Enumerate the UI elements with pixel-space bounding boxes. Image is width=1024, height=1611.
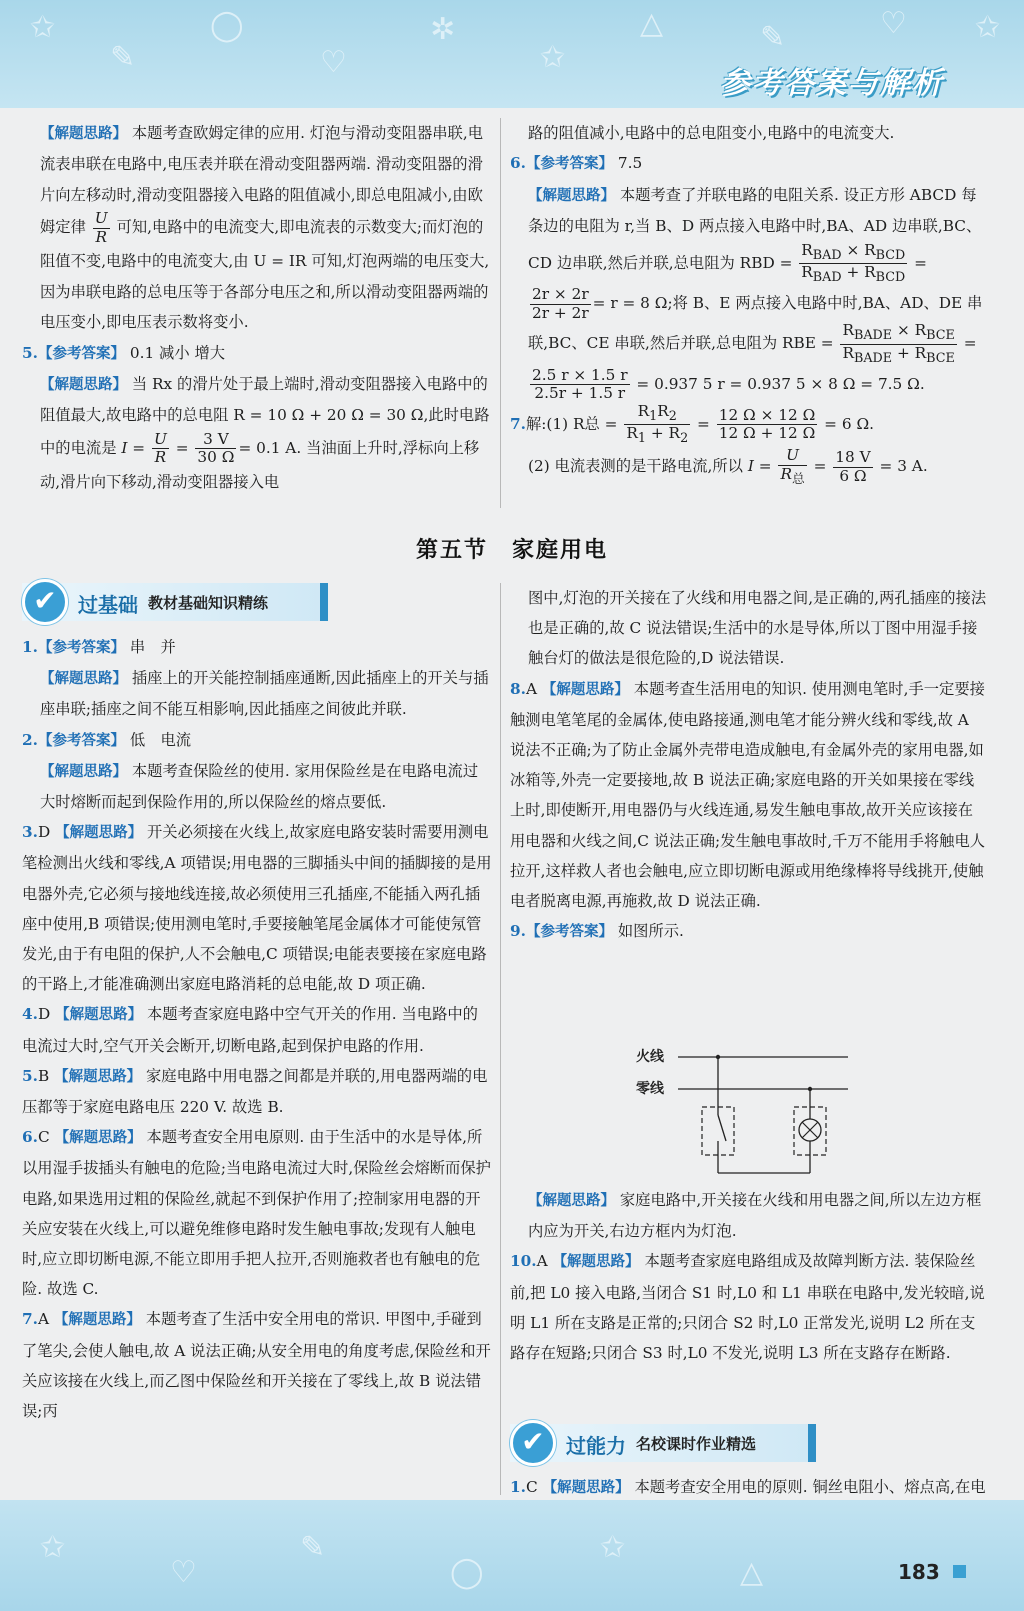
fraction: $\frac{U}{R_总}$	[780, 446, 805, 487]
heart-icon: ♡	[170, 1555, 197, 1590]
question-number: 3.	[22, 823, 38, 842]
question-number: 2.	[22, 730, 38, 749]
check-icon: ✔	[22, 579, 68, 625]
banner-main: 过能力	[566, 1434, 626, 1458]
page-number: 183	[898, 1560, 940, 1584]
star-icon: ✩	[600, 1530, 626, 1565]
text: 解:(1) R总 =	[525, 414, 618, 433]
text: 开关必须接在火线上,故家庭电路安装时需要用测电笔检测出火线和零线,A 项错误;用电器的三脚插头中间的插脚接的是用电器外壳,它必须与接地线连接,故必须使用三孔插座,不能插入两孔插座中使用,B 项错误;使用测电笔时,手要接触笔尾金属体才可能使氖管发光,由于有电阻的保护,人不会触电,C 项错误;电能表要接在家庭电路的干路上,才能准确测出家庭电路消耗的总电能,故 D 项正确.	[22, 823, 492, 994]
banner-basic	[22, 583, 328, 621]
tag-thinking: 【解题思路】	[54, 1068, 142, 1085]
ohm-formula: $\frac{U}{R}$	[94, 209, 108, 246]
text: 家庭电路中,开关接在火线和用电器之间,所以左边方框内应为开关,右边方框内为灯泡.	[528, 1191, 982, 1241]
fraction: $\frac{R_{BADE} \times R_{BCE}}{R_{BADE} + R_{BCE}}$	[842, 321, 955, 366]
banner-ability	[510, 1424, 816, 1462]
tag-thinking: 【解题思路】	[53, 1312, 141, 1329]
answer-text: 7.5	[617, 154, 643, 173]
text: 本题考查安全用电的原则. 铜丝电阻小、熔点高,在电	[634, 1478, 986, 1496]
tag-answer: 【参考答案】	[37, 640, 125, 656]
question-number: 1.	[510, 1478, 526, 1496]
text: = 3 A.	[879, 457, 928, 476]
header-band	[0, 0, 1024, 108]
fraction: $\frac{R_{BAD} \times R_{BCD}}{R_{BAD} + R_{BCD}}$	[801, 240, 906, 286]
text: 本题考查生活用电的知识. 使用测电笔时,手一定要接触测电笔笔尾的金属体,使电路接通,测电笔才能分辨火线和零线,故 A 说法不正确;为了防止金属外壳带电造成触电,有金属外壳的家用电器,如冰箱等,外壳一定要接地,故 B 说法正确;家庭电路的开关如果接在零线上时,即使断开,用电器仍与火线连通,易发生触电事故,故开关应该接在用电器和火线之间,C 说法正确;发生触电事故时,千万不能用手将触电人拉开,这样救人者也会触电,应立即切断电源或用绝缘棒将导线挑开,使触电者脱离电源,再施救,故 D 说法正确.	[510, 679, 986, 911]
tag-thinking: 【解题思路】	[528, 1193, 615, 1209]
text: = 0.937 5 r = 0.937 5 × 8 Ω = 7.5 Ω.	[636, 374, 925, 393]
heart-icon: ♡	[320, 45, 347, 80]
star-icon: ✩	[975, 10, 1001, 45]
tag-thinking: 【解题思路】	[528, 187, 615, 204]
tag-thinking: 【解题思路】	[552, 1254, 640, 1271]
tag-thinking: 【解题思路】	[542, 1480, 630, 1496]
tag-thinking: 【解题思路】	[55, 1007, 143, 1024]
tag-thinking: 【解题思路】	[55, 825, 143, 842]
star-icon: ✩	[30, 10, 56, 45]
question-number: 6.	[22, 1128, 38, 1147]
text: = 6 Ω.	[824, 414, 874, 433]
text: = 0.1 A. 当油面上升时,浮标向上移动,滑片向下移动,滑动变阻器接入电	[40, 438, 480, 491]
question-number: 4.	[22, 1005, 38, 1024]
tag-thinking: 【解题思路】	[541, 681, 629, 698]
page-marker	[953, 1565, 966, 1578]
text: 当 Rx 的滑片处于最上端时,滑动变阻器接入电路中的阻值最大,故电路中的总电阻 R = 10 Ω + 20 Ω = 30 Ω,此时电路中的电流是	[40, 375, 490, 457]
fraction: $\frac{U}{R}$	[153, 429, 167, 467]
heart-icon: ♡	[880, 6, 907, 41]
text: 本题考查家庭电路中空气开关的作用. 当电路中的电流过大时,空气开关会断开,切断电路,起到保护电路的作用.	[22, 1005, 478, 1055]
choice: D	[37, 823, 51, 842]
tag-thinking: 【解题思路】	[40, 671, 127, 688]
tag-answer: 【参考答案】	[37, 345, 125, 362]
question-number: 5.	[22, 343, 38, 362]
choice: C	[525, 1478, 538, 1496]
lower-left-column	[22, 632, 492, 1426]
check-icon: ✔	[510, 1420, 556, 1466]
choice: B	[37, 1066, 50, 1085]
text: 路的阻值减小,电路中的总电阻变小,电路中的电流变大.	[528, 124, 895, 142]
pencil-icon: ✎	[300, 1530, 326, 1565]
text: = r = 8 Ω;将 B、E 两点接入电路中时,BA、AD、DE 串联,BC、CE 串联,然后并联,总电阻为 RBE	[528, 294, 983, 353]
tag-thinking: 【解题思路】	[40, 763, 127, 780]
tag-answer: 【参考答案】	[525, 156, 613, 173]
text: 本题考查家庭电路组成及故障判断方法. 装保险丝前,把 L0 接入电路,当闭合 S1 时,L0 和 L1 串联在电路中,发光较暗,说明 L1 所在支路是正常的;只闭合 S2 时,L0 正常发光,说明 L2 所在支路存在短路;只闭合 S3 时,L0 不发光,说明 L3 所在支路存在断路.	[510, 1252, 985, 1363]
choice: D	[37, 1005, 51, 1024]
tag-thinking: 【解题思路】	[40, 126, 127, 142]
banner-main: 过基础	[78, 593, 138, 617]
question-number: 9.	[510, 922, 526, 941]
lower-right-column-cont	[510, 1185, 988, 1368]
answer-text: 如图所示.	[617, 922, 684, 941]
banner-end	[808, 1424, 816, 1462]
fraction: $\frac{R_1R_2}{R_1 + R_2}$	[626, 401, 689, 447]
star-icon: ✩	[40, 1530, 66, 1565]
neutral-wire-label: 零线	[636, 1081, 664, 1097]
circle-icon: ◯	[450, 1555, 484, 1590]
question-number: 6.	[510, 154, 526, 173]
tag-thinking: 【解题思路】	[40, 377, 127, 393]
question-number: 10.	[510, 1252, 537, 1271]
tag-answer: 【参考答案】	[37, 732, 125, 749]
column-divider	[500, 118, 501, 508]
pencil-icon: ✎	[110, 40, 136, 75]
circuit-diagram	[636, 1045, 856, 1180]
live-wire-label: 火线	[636, 1049, 664, 1065]
question-number: 7.	[510, 414, 526, 433]
text: 本题考查安全用电原则. 由于生活中的水是导体,所以用湿手拔插头有触电的危险;当电路电流过大时,保险丝会熔断而保护电路,如果选用过粗的保险丝,就起不到保护作用了;控制家用电器的开关应安装在火线上,可以避免维修电路时发生触电事故;发现有人触电时,应立即切断电源,不能立即用手把人拉开,否则施救者也有触电的危险. 故选 C.	[22, 1128, 491, 1299]
star-icon: ✩	[540, 40, 566, 75]
gear-icon: ✲	[430, 12, 456, 47]
footer-band	[0, 1500, 1024, 1611]
answer-text: 低 电流	[129, 730, 192, 749]
switch-icon	[718, 1115, 726, 1141]
text: 本题考查了并联电路的电阻关系. 设正方形 ABCD 每条边的电阻为 r,当 B、D 两点接入电路中时,BA、AD 边串联,BC、CD 边串联,然后并联,总电阻为 RBD	[528, 185, 982, 272]
text: 本题考查欧姆定律的应用. 灯泡与滑动变阻器串联,电流表串联在电路中,电压表并联在滑动变阻器两端. 滑动变阻器的滑片向左移动时,滑动变阻器接入电路的阻值减小,即总电阻减小,由欧姆定律	[40, 124, 483, 237]
choice: A	[37, 1310, 50, 1329]
choice: C	[37, 1128, 50, 1147]
text: 本题考查了生活中安全用电的常识. 甲图中,手碰到了笔尖,会使人触电,故 A 说法正确;从安全用电的角度考虑,保险丝和开关应该接在火线上,而乙图中保险丝和开关接在了零线上,故 B 说法错误;丙	[22, 1310, 491, 1421]
triangle-icon: △	[640, 6, 664, 41]
column-divider	[500, 583, 501, 1495]
choice: A	[525, 679, 538, 698]
text: 图中,灯泡的开关接在了火线和用电器之间,是正确的,两孔插座的接法也是正确的,故 C 说法错误;生活中的水是导体,所以丁图中用湿手接触台灯的做法是很危险的,D 说法错误.	[528, 589, 987, 668]
question-number: 1.	[22, 638, 38, 656]
pencil-icon: ✎	[760, 20, 786, 55]
banner-end	[320, 583, 328, 621]
banner-sub: 教材基础知识精练	[148, 594, 269, 612]
section-title: 第五节 家庭用电	[415, 538, 608, 563]
fraction: $\frac{2.5 r \times 1.5 r}{2.5r + 1.5 r}$	[532, 365, 628, 403]
question-number: 7.	[22, 1310, 38, 1329]
tag-thinking: 【解题思路】	[54, 1130, 142, 1147]
fraction: $\frac{18 V}{6 \Omega}$	[835, 448, 871, 485]
text: 可知,电路中的电流变大,即电流表的示数变大;而灯泡的阻值不变,电路中的电流变大,由 U = IR 可知,灯泡两端的电压变大,因为串联电路的总电压等于各部分电压之和,所以滑动变阻器两端的电压变小,即电压表示数将变小.	[40, 218, 490, 332]
circle-icon: ◯	[210, 8, 244, 43]
question-number: 8.	[510, 679, 526, 698]
header-title: 参考答案与解析	[720, 66, 944, 101]
question-number: 5.	[22, 1066, 38, 1085]
fraction: $\frac{3 V}{30 \Omega}$	[197, 429, 235, 467]
fraction: $\frac{2r \times 2r}{2r + 2r}$	[532, 285, 589, 322]
answer-text: 0.1 减小 增大	[129, 343, 226, 362]
answer-text: 串 并	[129, 638, 176, 656]
tag-answer: 【参考答案】	[525, 924, 613, 941]
top-right-column: 路的阻值减小,电路中的总电阻变小,电路中的电流变大. 6.【参考答案】 7.5 【解题思路】 本题考查了并联电路的电阻关系. 设正方形 ABCD 每条边的电阻为 r,当 B、D 两点接入电路中时,BA、AD 边串联,BC、CD 边串联,然后并联,总电阻为 RBD = $\frac{R_{BAD} \times R_{BCD}}{R_{BAD} + R_{BCD}}$ = $\frac{2r \times 2r}{2r + 2r}$ = r = 8 Ω;将 B、E 两点接入电路中时,BA、AD、DE 串联,BC、CE 串联,然后并联,总电阻为 RBE = $\frac{R_{BADE} \times R_{BCE}}{R_{BADE} + R_{BCE}}$ = $\frac{2.5 r \times 1.5 r}{2.5r + 1.5 r}$ = 0.937 5 r = 0.937 5 × 8 Ω = 7.5 Ω. 7.解:(1) R总 = $\frac{R_1R_2}{R_1 + R_2}$ = $\frac{12 \Omega \times 12 \Omega}{12 \Omega + 12 \Omega}$ = 6 Ω. (2) 电流表测的是干路电流,所以 I = $\frac{U}{R_总}$ = $\frac{18 V}{6 \Omega}$ = 3 A.	[510, 118, 988, 487]
choice: A	[536, 1252, 548, 1271]
fraction: $\frac{12 \Omega \times 12 \Omega}{12 \Omega + 12 \Omega}$	[718, 405, 816, 443]
text: 插座上的开关能控制插座通断,因此插座上的开关与插座串联;插座之间不能互相影响,因此插座之间彼此并联.	[40, 669, 489, 719]
text: (2) 电流表测的是干路电流,所以	[528, 457, 743, 476]
lower-right-column	[510, 583, 988, 947]
triangle-icon: △	[740, 1555, 764, 1590]
banner-sub: 名校课时作业精选	[636, 1435, 757, 1453]
text: 家庭电路中用电器之间都是并联的,用电器两端的电压都等于家庭电路电压 220 V. 故选 B.	[22, 1066, 488, 1117]
text: 本题考查保险丝的使用. 家用保险丝是在电路电流过大时熔断而起到保险作用的,所以保险丝的熔点要低.	[40, 761, 479, 812]
top-left-column: 【解题思路】 本题考查欧姆定律的应用. 灯泡与滑动变阻器串联,电流表串联在电路中,电压表并联在滑动变阻器两端. 滑动变阻器的滑片向左移动时,滑动变阻器接入电路的阻值减小,即总电阻减小,由欧姆定律 $\frac{U}{R}$ 可知,电路中的电流变大,即电流表的示数变大;而灯泡的阻值不变,电路中的电流变大,由 U = IR 可知,灯泡两端的电压变大,因为串联电路的总电压等于各部分电压之和,所以滑动变阻器两端的电压变小,即电压表示数将变小. 5.【参考答案】 0.1 减小 增大 【解题思路】 当 Rx 的滑片处于最上端时,滑动变阻器接入电路中的阻值最大,故电路中的总电阻 R = 10 Ω + 20 Ω = 30 Ω,此时电路中的电流是 I = $\frac{U}{R}$ = $\frac{3 V}{30 \Omega}$ = 0.1 A. 当油面上升时,浮标向上移动,滑片向下移动,滑动变阻器接入电	[22, 124, 490, 491]
